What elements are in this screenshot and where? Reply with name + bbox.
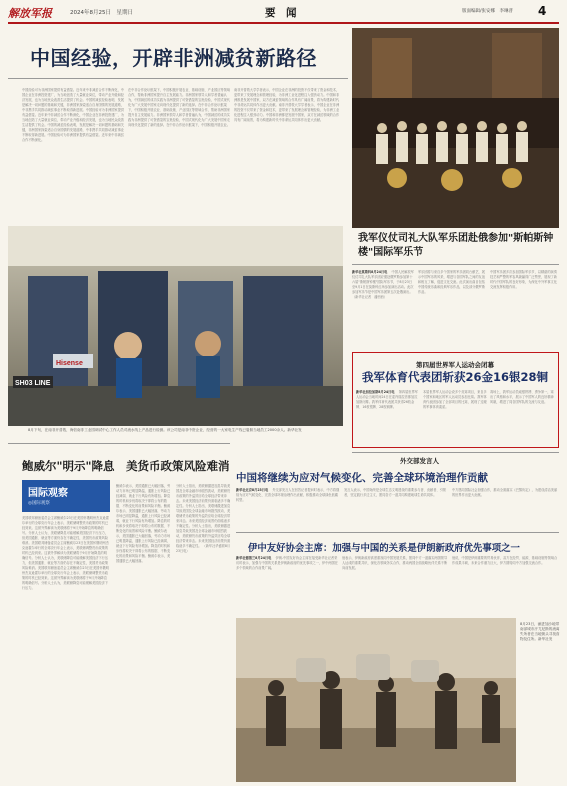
body-text: 分析人士指出，美联储激进加息导致美国及全球金融市场剧烈波动，美联储货币政策的外溢效应给全球经济带来冲击。未来美国经济前景仍面临诸多不确定性。分析人士指出，美联储激进加息导致美国及全球金融市场剧烈波动，美联储货币政策的外溢效应给全球经济带来冲击。未来美国经济前景仍面临诸多不确定性。分析人士指出，美联储激进加息导致美国及全球金融市场剧烈波动，美联储货币政策的外溢效应给全球经济带来冲击。未来美国经济前景仍面临诸多不确定性。: [176, 484, 231, 548]
photo-gaza: [236, 618, 516, 782]
photo-band: [352, 28, 559, 228]
body-text-climate-col3: [452, 488, 558, 524]
body-text: 外交部发言人在回答记者提问时表示，中方将继续为应对气候变化、完善全球环境治理作出贡献，积极推动全球绿色低碳转型。: [236, 488, 340, 502]
masthead-logo: 解放军报: [8, 7, 52, 20]
body-text-sports-col2: [423, 390, 487, 446]
body-text: 南非开普敦大学学者表示，中国企业在非洲的投资不仅带来了资金和技术，更带来了发展理念和管理经验，为非洲工业化进程注入强劲动力。中国和非洲都是发展中国家，双方在减贫领域的合作具有广阔前景，将为构建新时代中非命运共同体作出更大贡献。南非开普敦大学学者表示，中国企业在非洲的投资不仅带来了资金和技术，更带来了发展理念和管理经验，为非洲工业化进程注入强劲动力。中国和非洲都是发展中国家，双方在减贫领域的合作具有广阔前景，将为构建新时代中非命运共同体作出更大贡献。: [234, 88, 340, 122]
divider: [236, 532, 559, 533]
dateline: 新华社北京8月23日电: [236, 488, 269, 492]
body-text: 中国经验可为非洲国家提供有益借鉴。近年来中非减贫合作不断深化，中国企业在非洲投资建厂，为当地创造了大量就业岗位，带动产业升级和经济发展，也为当地民众改善生活提供了机会。中国的减贫经验表明，发展是解决一切问题的基础和关键，非洲国家探索适合自身国情的发展道路，中非携手共同推动减贫事业不断取得新进展。中国经验可为非洲国家提供有益借鉴。近年来中非减贫合作不断深化，中国企业在非洲投资建厂，为当地创造了大量就业岗位，带动产业升级和经济发展，也为当地民众改善生活提供了机会。中国的减贫经验表明，发展是解决一切问题的基础和关键，非洲国家探索适合自身国情的发展道路，中非携手共同推动减贫事业不断取得新进展。中国经验可为非洲国家提供有益借鉴。近年来中非减贫合作不断深化。: [22, 88, 124, 142]
masthead-date: 2024年8月25日 星期日: [70, 10, 133, 16]
divider: [8, 443, 230, 444]
body-text-fed-col2: [116, 484, 172, 780]
editor-info: 版面编辑/张安娜 李琳普: [462, 9, 514, 14]
body-text-iran-col1: [236, 556, 338, 616]
column-subtitle: ◎国际观察: [28, 501, 50, 506]
body-text: 中方愿同国际社会加强合作，推动全面落实《巴黎协定》，为建设清洁美丽的世界作出更大贡献。: [452, 488, 558, 497]
headline-africa: 中国经验，开辟非洲减贫新路径: [30, 46, 317, 70]
body-text-climate-col2: [344, 488, 448, 524]
body-text: 美国联邦储备委员会主席鲍威尔23日在美国怀俄明州杰克逊霍尔举行的全球央行年会上表示，美联储调整货币政策的时机已经到来。这被外界解读为美联储将于9月开始降息的明确信号。分析人士认为，美联储降息可能缓解美国经济下行压力，但美国通胀、就业等方面仍存在不确定性，美国货币政策风险难消。美国联邦储备委员会主席鲍威尔23日在美国怀俄明州杰克逊霍尔举行的全球央行年会上表示，美联储调整货币政策的时机已经到来。这被外界解读为美联储将于9月开始降息的明确信号。分析人士认为，美联储降息可能缓解美国经济下行压力，但美国通胀、就业等方面仍存在不确定性，美国货币政策风险难消。美国联邦储备委员会主席鲍威尔23日在美国怀俄明州杰克逊霍尔举行的全球央行年会上表示，美联储调整货币政策的时机已经到来。这被外界解读为美联储将于9月开始降息的明确信号。分析人士认为，美联储降息可能缓解美国经济下行压力。: [22, 516, 109, 590]
body-text-fed-col3: [176, 484, 232, 774]
dateline: 新华社加拉加斯8月24日电: [356, 390, 395, 394]
gaza-photo-graphic: [236, 618, 516, 782]
svg-text:Hisense: Hisense: [56, 360, 83, 367]
body-text-sports-col1: [356, 390, 420, 446]
body-text-band-col3: [490, 270, 558, 352]
body-text-sports-col3: [490, 390, 556, 446]
body-text: 赛场上，我军运动员顽强拼搏、勇争第一，赛出了风格和水平，展示了中国军人的良好精神风貌，增进了同各国军队的交流与友谊。: [490, 390, 554, 404]
body-text: 在中非合作论坛框架下，中国积极开展农业、基础设施、产业园区等领域合作，帮助非洲国家提升自主发展能力。非洲国家领导人和学者普遍认为，中国减贫的成功实践为非洲提供了可资借鉴的宝贵经验，中国式现代化为广大发展中国家走向现代化提供了新的选择。在中非合作论坛框架下，中国积极开展农业、基础设施、产业园区等领域合作，帮助非洲国家提升自主发展能力。非洲国家领导人和学者普遍认为，中国减贫的成功实践为非洲提供了可资借鉴的宝贵经验，中国式现代化为广大发展中国家走向现代化提供了新的选择。在中非合作论坛框架下，中国积极开展农业。: [128, 88, 230, 127]
dateline: 新华社德黑兰8月24日电: [236, 556, 272, 560]
divider: [8, 78, 348, 79]
page-number: 4: [538, 4, 547, 18]
body-text: 他表示，伊朗新政府高度重视同中国发展关系，愿同中方一道落实两国领导人达成的重要共识，深化各领域务实合作，推动两国全面战略伙伴关系不断向前发展。: [342, 556, 448, 570]
sports-kicker: 第四届世界军人运动会闭幕: [416, 361, 494, 369]
body-text: 中国人民解放军仪仗司礼大队军乐团应邀赴俄罗斯参加第十六届"斯帕斯钟楼"国际军乐节，于8月23日至9月1日在莫斯科红场参加演出活动。此次参加军乐节是中国军乐团第五次赴俄演出。: [352, 270, 414, 294]
body-text: 发言人表示，中国始终是全球生态文明建设的重要参与者、贡献者、引领者，坚定践行多边主义，愿同各方一道共同构建地球生命共同体。: [344, 488, 446, 497]
body-text-climate-col1: [236, 488, 340, 524]
masthead: [0, 0, 567, 24]
photo-caption-africa: 8月下旬，在南非开普敦，海信南非工业园调试中心工作人员对流水线上产品进行检测。该公司是南非中资企业，经营的一大家电生产线已雇佣当地员工2000余人。新华社发: [28, 428, 302, 432]
body-text: 鲍威尔表示，美国通胀已大幅回落，劳动力市场已明显降温，通胀上行风险已经减弱，就业下行风险有所增加。降息的时机和步伐将取决于即将公布的数据、不断变化的前景和风险平衡。鲍威尔表示，美国通胀已大幅回落，劳动力市场已明显降温，通胀上行风险已经减弱，就业下行风险有所增加。降息的时机和步伐将取决于即将公布的数据、不断变化的前景和风险平衡。鲍威尔表示，美国通胀已大幅回落，劳动力市场已明显降温，通胀上行风险已经减弱，就业下行风险有所增加。降息的时机和步伐将取决于即将公布的数据、不断变化的前景和风险平衡。鲍威尔表示，美国通胀已大幅回落。: [116, 484, 171, 563]
headline-fed: 鲍威尔"明示"降息 美货币政策风险难消: [22, 459, 230, 473]
column-badge: [22, 480, 110, 512]
credit: （新华社记者 潘西西）: [352, 295, 388, 299]
body-text-africa-col2: [128, 88, 230, 223]
headline-climate: 中国将继续为应对气候变化、完善全球环境治理作贡献: [236, 472, 488, 484]
dateline: 新华社莫斯科8月24日电: [352, 270, 388, 274]
divider: [352, 264, 559, 265]
headline-iran: 伊中友好协会主席：加强与中国的关系是伊朗新政府优先事项之一: [248, 543, 520, 554]
photo-caption-gaza: 8月23日，涌进加沙地带南部城市汗尤尼斯的流离失所者在当地街头寻找食物及住所。新华社发: [520, 622, 560, 641]
masthead-rule: [8, 22, 559, 24]
body-text-africa-col1: [22, 88, 124, 223]
column-title: 国际观察: [28, 488, 68, 499]
climate-kicker: 外交部发言人: [400, 457, 439, 465]
credit: （新华社华盛顿8月23日电）: [176, 544, 231, 553]
body-text: 军乐团将与来自多个国家的军乐团同台献艺，展示中国军乐的风采，增进与各国军队之间的友谊和相互了解，促进文化交流。此次演出曲目包括中国传统乐曲和经典军乐作品，以及部分俄罗斯作品。: [418, 270, 485, 294]
body-text: 本届世界军人运动会设多个竞赛项目，来自多个国家和地区的军人运动员参加比赛。我军体育代表团参加了全部项目的比赛，展现了过硬的军事体育素质。: [423, 390, 487, 409]
svg-text:SH03 LINE: SH03 LINE: [15, 380, 51, 387]
band-photo-graphic: [352, 28, 559, 228]
body-text-band-col2: [418, 270, 486, 352]
body-text-iran-col3: [452, 556, 558, 616]
divider: [352, 452, 559, 453]
body-text: 伊朗-中国友好协会主席在接受新华社记者采访时表示，加强与中国的关系是伊朗新政府的优先事项之一，伊中两国在多个领域的合作前景广阔。: [236, 556, 338, 570]
photo-factory: [8, 226, 343, 426]
headline-band: 我军仪仗司礼大队军乐团赴俄参加"斯帕斯钟楼"国际军乐节: [358, 233, 554, 258]
sports-box: [352, 352, 559, 448]
body-text: 第四届世界军人运动会当地时间24日在委内瑞拉首都加拉加斯闭幕。我军体育代表团共获得26枚金牌、16枚银牌、28枚铜牌。: [356, 390, 418, 409]
body-text: 中国军乐团多次参加国际军乐节，以精湛的演奏技艺和严整的军容风貌赢得广泛赞誉，展现了新时代中国军队的良好形象，为深化中外军事文化交流发挥积极作用。: [490, 270, 557, 289]
body-text-band: [352, 270, 414, 352]
body-text: 他说，中国是伊朗重要的贸易伙伴，双方在经贸、能源、基础设施等领域合作成果丰硕，未来合作潜力巨大，伊方期待同中方加强交流合作。: [452, 556, 558, 565]
body-text-fed-col1: [22, 516, 110, 780]
section-title: 要 闻: [265, 7, 297, 19]
factory-photo-graphic: [8, 226, 343, 426]
body-text-iran-col2: [342, 556, 448, 616]
headline-sports: 我军体育代表团斩获26金16银28铜: [361, 370, 548, 384]
body-text-africa-col3: [234, 88, 340, 223]
